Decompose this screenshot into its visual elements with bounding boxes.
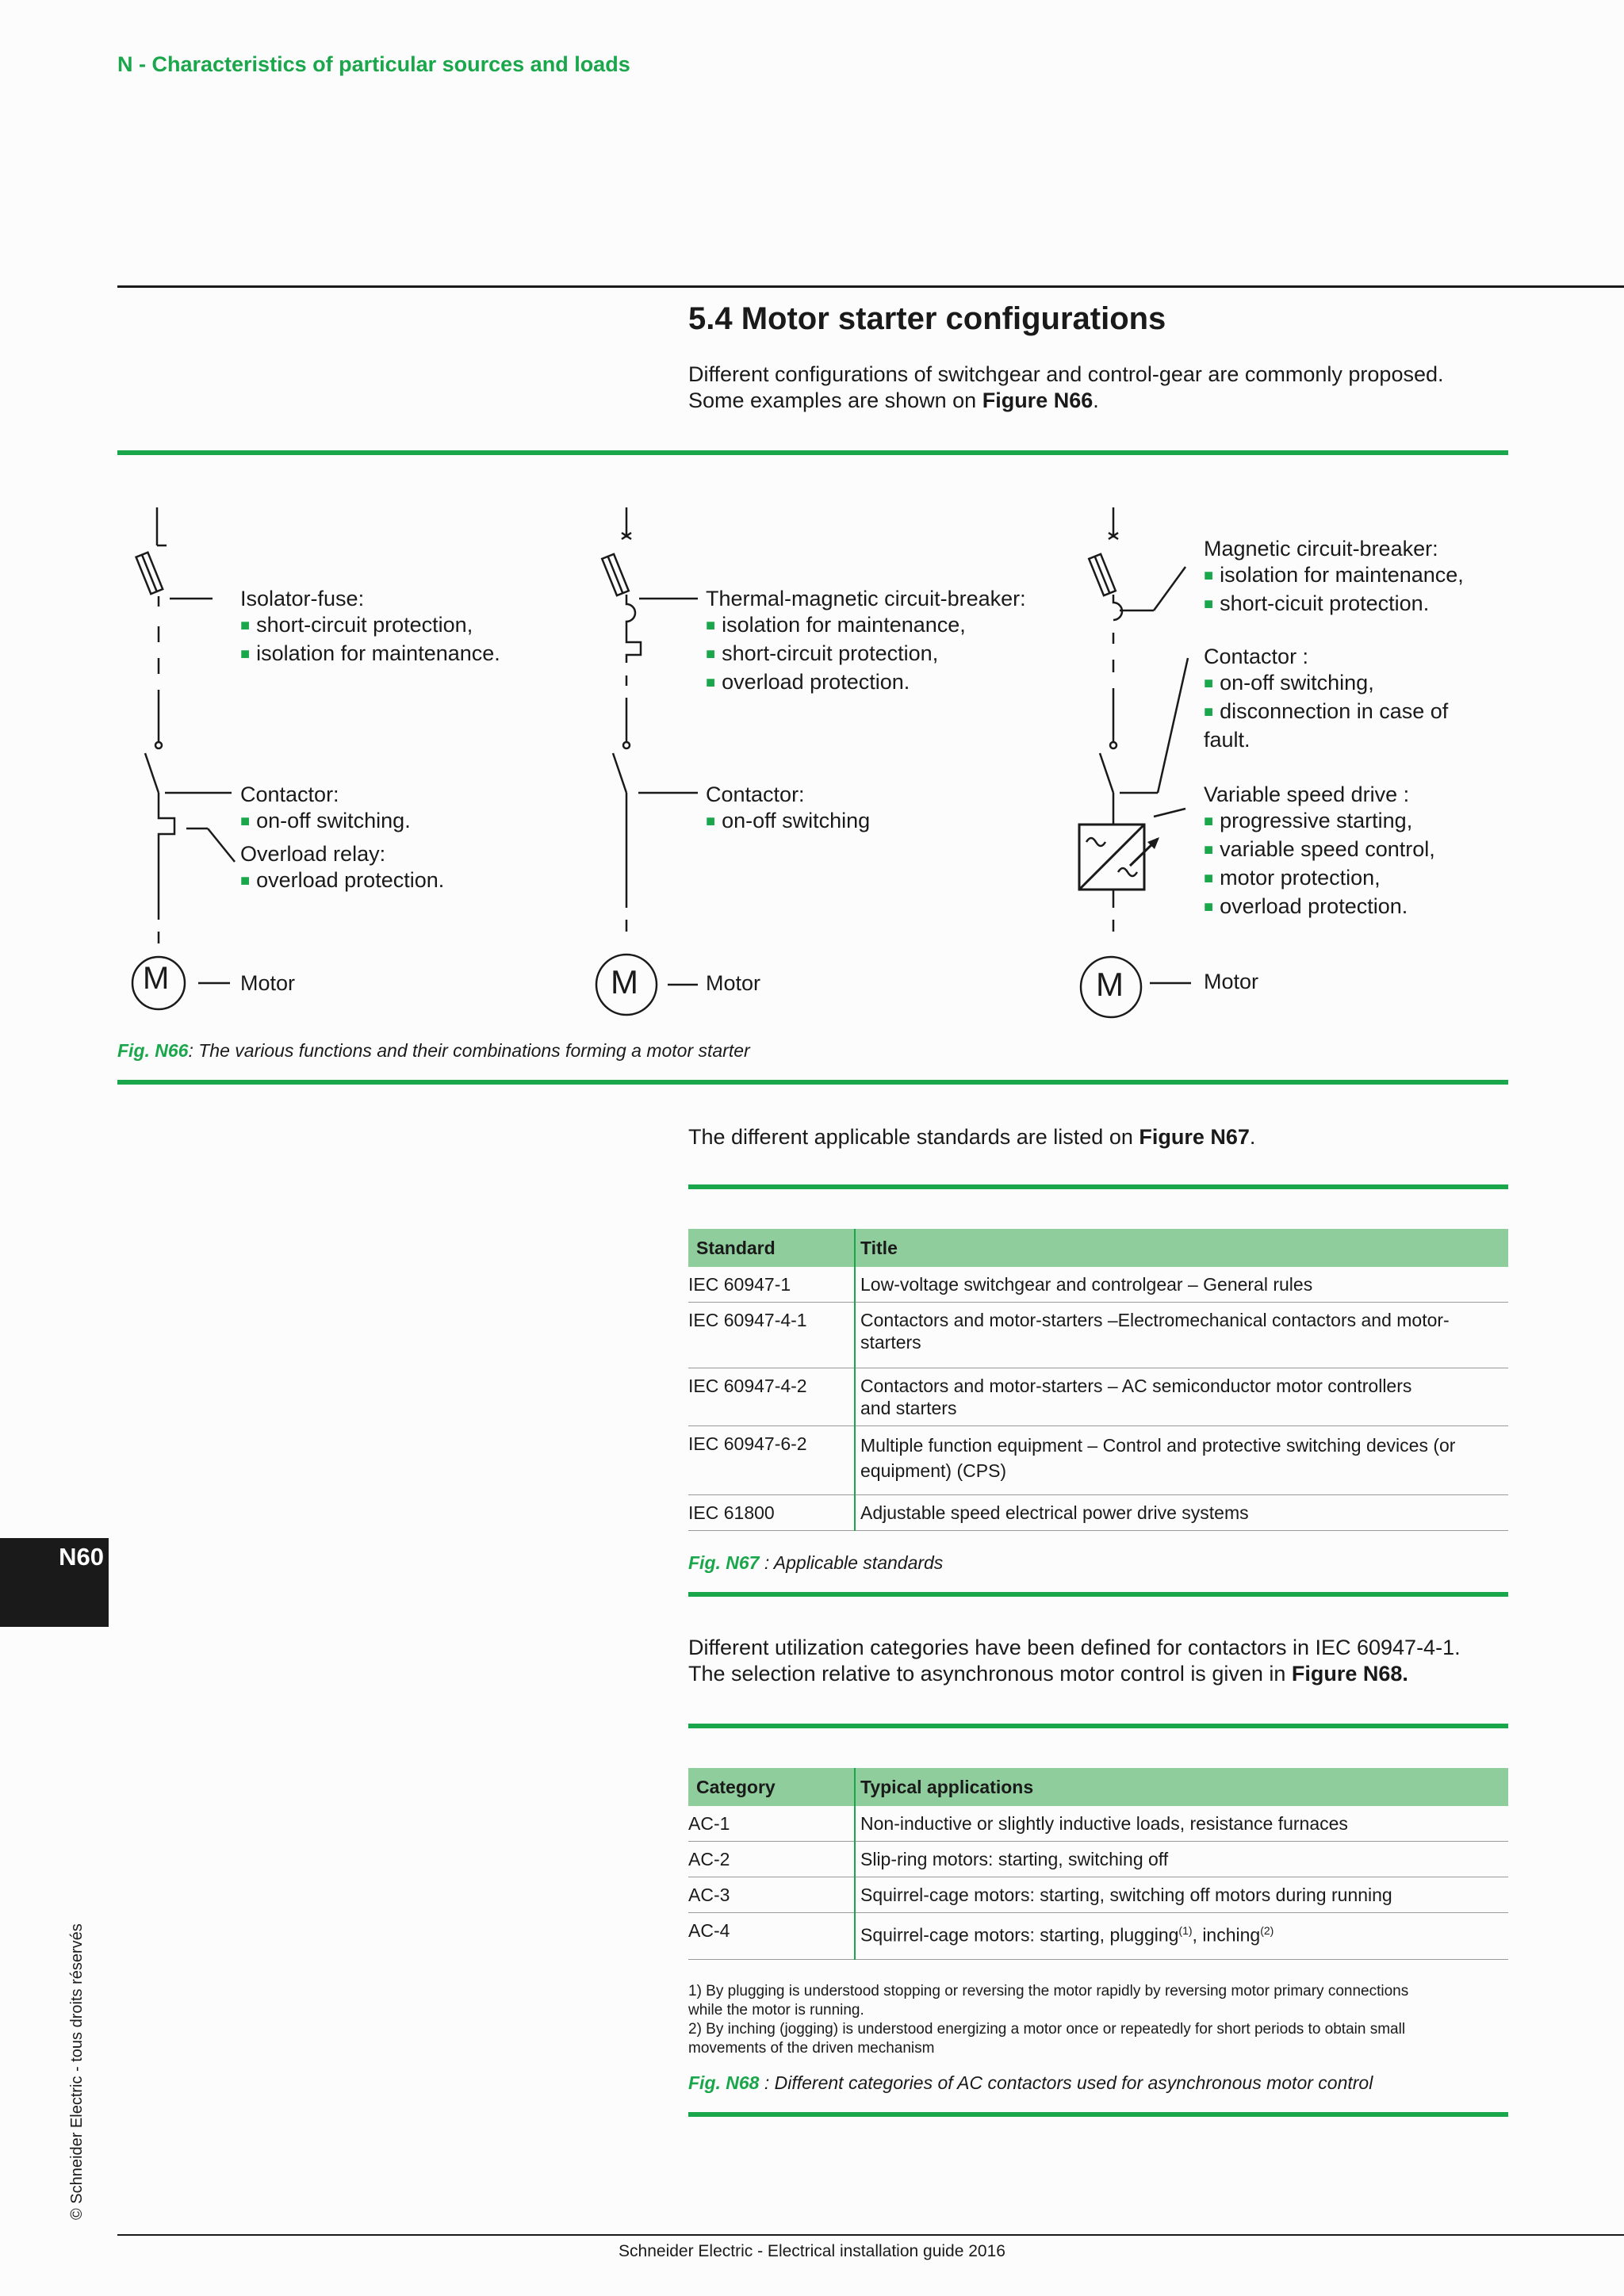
- isolator-fuse-label: Isolator-fuse: ■ short-circuit protection, ■ isolation for maintenance.: [240, 587, 500, 665]
- figure-ref-n66: Figure N66: [982, 388, 1094, 412]
- footer-rule: [117, 2234, 1624, 2236]
- copyright-notice: © Schneider Electric - tous droits réservés: [68, 1923, 86, 2220]
- overload-relay-label: Overload relay: ■ overload protection.: [240, 842, 445, 892]
- table-row: IEC 60947-4-2 Contactors and motor-starters – AC semiconductor motor controllers and starters: [688, 1368, 1508, 1426]
- motor-symbol-2: M: [611, 963, 638, 1001]
- column-header-standard: Standard: [688, 1229, 855, 1267]
- table-row: AC-3 Squirrel-cage motors: starting, switching off motors during running: [688, 1877, 1508, 1913]
- standards-intro: The different applicable standards are listed on Figure N67.: [688, 1125, 1256, 1149]
- table-n67-top-rule: [688, 1184, 1508, 1189]
- intro-line-1: Different configurations of switchgear and control-gear are commonly proposed.: [688, 362, 1444, 386]
- figure-top-rule: [117, 450, 1508, 455]
- column-header-title: Title: [855, 1229, 1508, 1267]
- motor-label-3: Motor: [1204, 970, 1259, 993]
- table-row: AC-4 Squirrel-cage motors: starting, plugging$^{(1)}$, inching$^{(2)}$: [688, 1913, 1508, 1960]
- table-header-row: [688, 1768, 1508, 1806]
- table-header-row: [688, 1229, 1508, 1267]
- magnetic-breaker-label: Magnetic circuit-breaker: ■ isolation for maintenance, ■ short-cicuit protection.: [1204, 537, 1464, 615]
- variable-speed-drive-label: Variable speed drive : ■ progressive starting, ■ variable speed control, ■ motor protection, ■ overload protection.: [1204, 783, 1435, 918]
- table-n68-bottom-rule: [688, 2112, 1508, 2117]
- figure-ref-n68: Figure N68.: [1291, 1662, 1408, 1686]
- categories-intro: Different utilization categories have been defined for contactors in IEC 60947-4-1. The selection relative to asynchronous motor control is given in Figure N68.: [688, 1636, 1461, 1686]
- table-row: AC-2 Slip-ring motors: starting, switching off: [688, 1842, 1508, 1877]
- contactor-label-3: Contactor : ■ on-off switching, ■ disconnection in case of fault.: [1204, 645, 1449, 752]
- circuit-variable-speed-drive: [1079, 507, 1191, 1017]
- figure-ref-n67: Figure N67: [1139, 1125, 1250, 1149]
- page-number-tab: N60: [0, 1538, 109, 1627]
- categories-table: [688, 1768, 1508, 1960]
- motor-symbol-1: M: [143, 961, 170, 996]
- figure-n68-caption: Fig. N68 : Different categories of AC contactors used for asynchronous motor control: [688, 2072, 1373, 2093]
- figure-n66-caption: Fig. N66: The various functions and their combinations forming a motor starter: [117, 1040, 750, 1061]
- page-footer: Schneider Electric - Electrical installation guide 2016: [619, 2242, 1005, 2260]
- thermal-magnetic-breaker-label: Thermal-magnetic circuit-breaker: ■ isolation for maintenance, ■ short-circuit protection, ■ overload protection.: [706, 587, 1026, 694]
- motor-label-2: Motor: [706, 971, 761, 995]
- table-row: AC-1 Non-inductive or slightly inductive loads, resistance furnaces: [688, 1806, 1508, 1842]
- table-row: IEC 61800 Adjustable speed electrical power drive systems: [688, 1495, 1508, 1531]
- table-row: IEC 60947-1 Low-voltage switchgear and controlgear – General rules: [688, 1267, 1508, 1303]
- figure-bottom-rule: [117, 1080, 1508, 1085]
- section-intro: [688, 362, 1576, 414]
- figure-n67-caption: Fig. N67 : Applicable standards: [688, 1552, 944, 1573]
- column-header-category: Category: [688, 1768, 855, 1806]
- table-n67-bottom-rule: [688, 1592, 1508, 1597]
- contactor-label-1: Contactor: ■ on-off switching.: [240, 783, 411, 832]
- column-header-applications: Typical applications: [855, 1768, 1508, 1806]
- motor-symbol-3: M: [1096, 966, 1124, 1003]
- circuit-isolator-fuse-contactor: [132, 507, 235, 1009]
- header-rule: [117, 285, 1624, 288]
- intro-line-2: Some examples are shown on Figure N66.: [688, 388, 1099, 412]
- running-header: N - Characteristics of particular sources and loads: [117, 52, 630, 76]
- table-row: IEC 60947-6-2 Multiple function equipment – Control and protective switching devices (or equipment) (CPS): [688, 1426, 1508, 1495]
- table-n68-top-rule: [688, 1724, 1508, 1728]
- table-footnotes: 1) By plugging is understood stopping or reversing the motor rapidly by reversing motor primary connections while the motor is running. 2) By inching (jogging) is understood energizing a motor once or repeatedly for short periods to obtain small movements of the driven mechanism: [688, 1983, 1409, 2057]
- contactor-label-2: Contactor: ■ on-off switching: [706, 783, 871, 832]
- motor-label-1: Motor: [240, 971, 296, 995]
- standards-table: [688, 1229, 1508, 1531]
- table-row: IEC 60947-4-1 Contactors and motor-starters –Electromechanical contactors and motor-starters: [688, 1303, 1508, 1368]
- circuit-thermal-magnetic-breaker: [596, 507, 698, 1015]
- section-title: 5.4 Motor starter configurations: [688, 301, 1166, 336]
